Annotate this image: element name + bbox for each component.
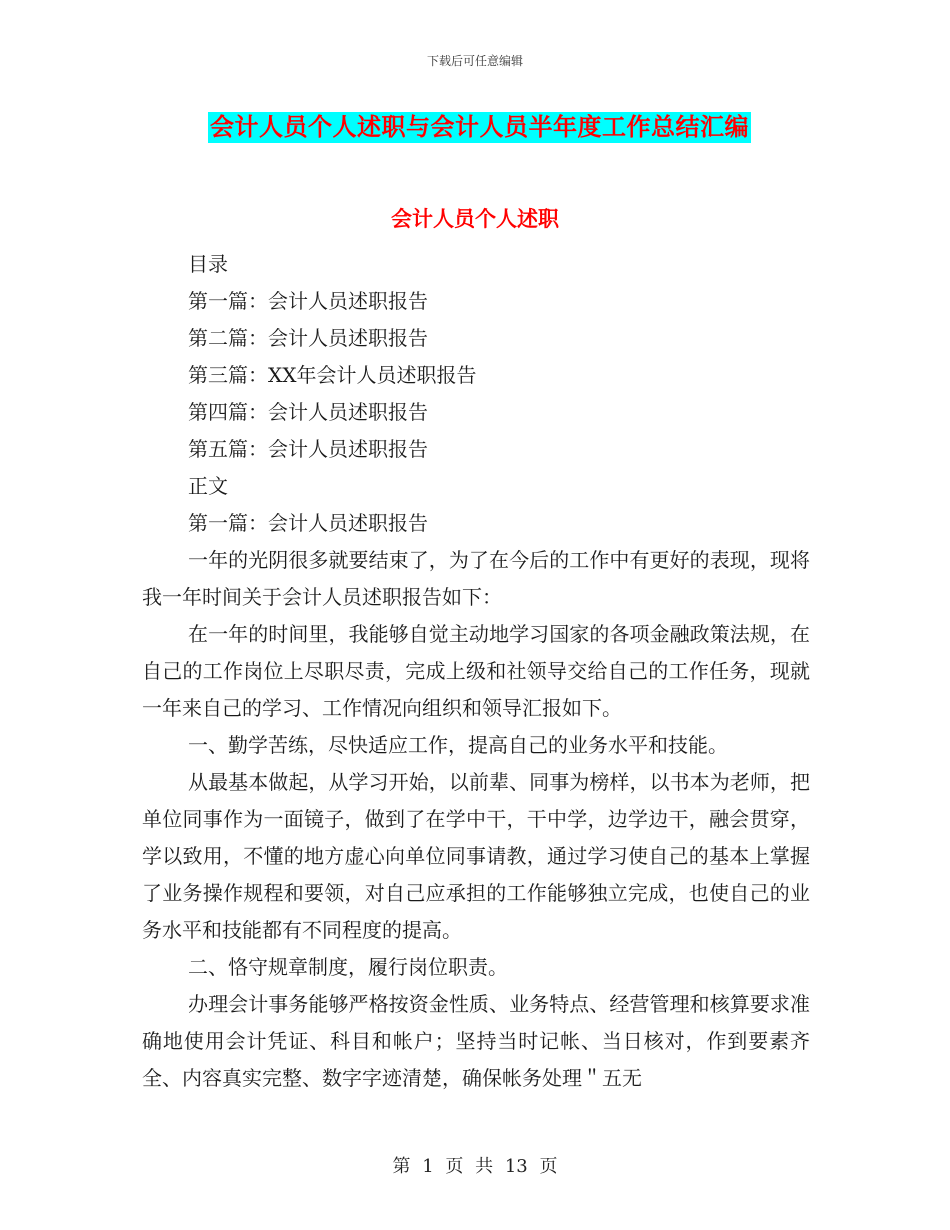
subheading: 一、勤学苦练，尽快适应工作，提高自己的业务水平和技能。 [188, 733, 728, 757]
document-body [142, 246, 810, 1097]
section-title: 会计人员个人述职 [391, 207, 559, 231]
toc-item: 第三篇：XX年会计人员述职报告 [188, 363, 477, 387]
document-title: 会计人员个人述职与会计人员半年度工作总结汇编 [210, 113, 749, 141]
paragraph: 办理会计事务能够严格按资金性质、业务特点、经营管理和核算要求准确地使用会计凭证、科目和帐户；坚持当时记帐、当日核对，作到要素齐全、内容真实完整、数字字迹清楚，确保帐务处理＂五无 [142, 992, 810, 1090]
paragraph: 一年的光阴很多就要结束了，为了在今后的工作中有更好的表现，现将我一年时间关于会计人员述职报告如下： [142, 548, 810, 609]
toc-heading: 目录 [188, 252, 228, 276]
header-note: 下载后可任意编辑 [426, 54, 523, 68]
chapter-heading: 第一篇：会计人员述职报告 [188, 511, 428, 535]
subheading: 二、恪守规章制度，履行岗位职责。 [188, 955, 508, 979]
paragraph: 从最基本做起，从学习开始，以前辈、同事为榜样，以书本为老师，把单位同事作为一面镜子，做到了在学中干，干中学，边学边干，融会贯穿，学以致用，不懂的地方虚心向单位同事请教，通过学习使自己的基本上掌握了业务操作规程和要领，对自己应承担的工作能够独立完成，也使自己的业务水平和技能都有不同程度的提高。 [142, 770, 810, 942]
toc-item: 第四篇：会计人员述职报告 [188, 400, 428, 424]
body-heading: 正文 [188, 474, 228, 498]
toc-item: 第二篇：会计人员述职报告 [188, 326, 428, 350]
toc-item: 第五篇：会计人员述职报告 [188, 437, 428, 461]
paragraph: 在一年的时间里，我能够自觉主动地学习国家的各项金融政策法规，在自己的工作岗位上尽职尽责，完成上级和社领导交给自己的工作任务，现就一年来自己的学习、工作情况向组织和领导汇报如下。 [142, 622, 810, 720]
toc-item: 第一篇：会计人员述职报告 [188, 289, 428, 313]
page-footer: 第 1 页 共 13 页 [392, 1156, 558, 1177]
